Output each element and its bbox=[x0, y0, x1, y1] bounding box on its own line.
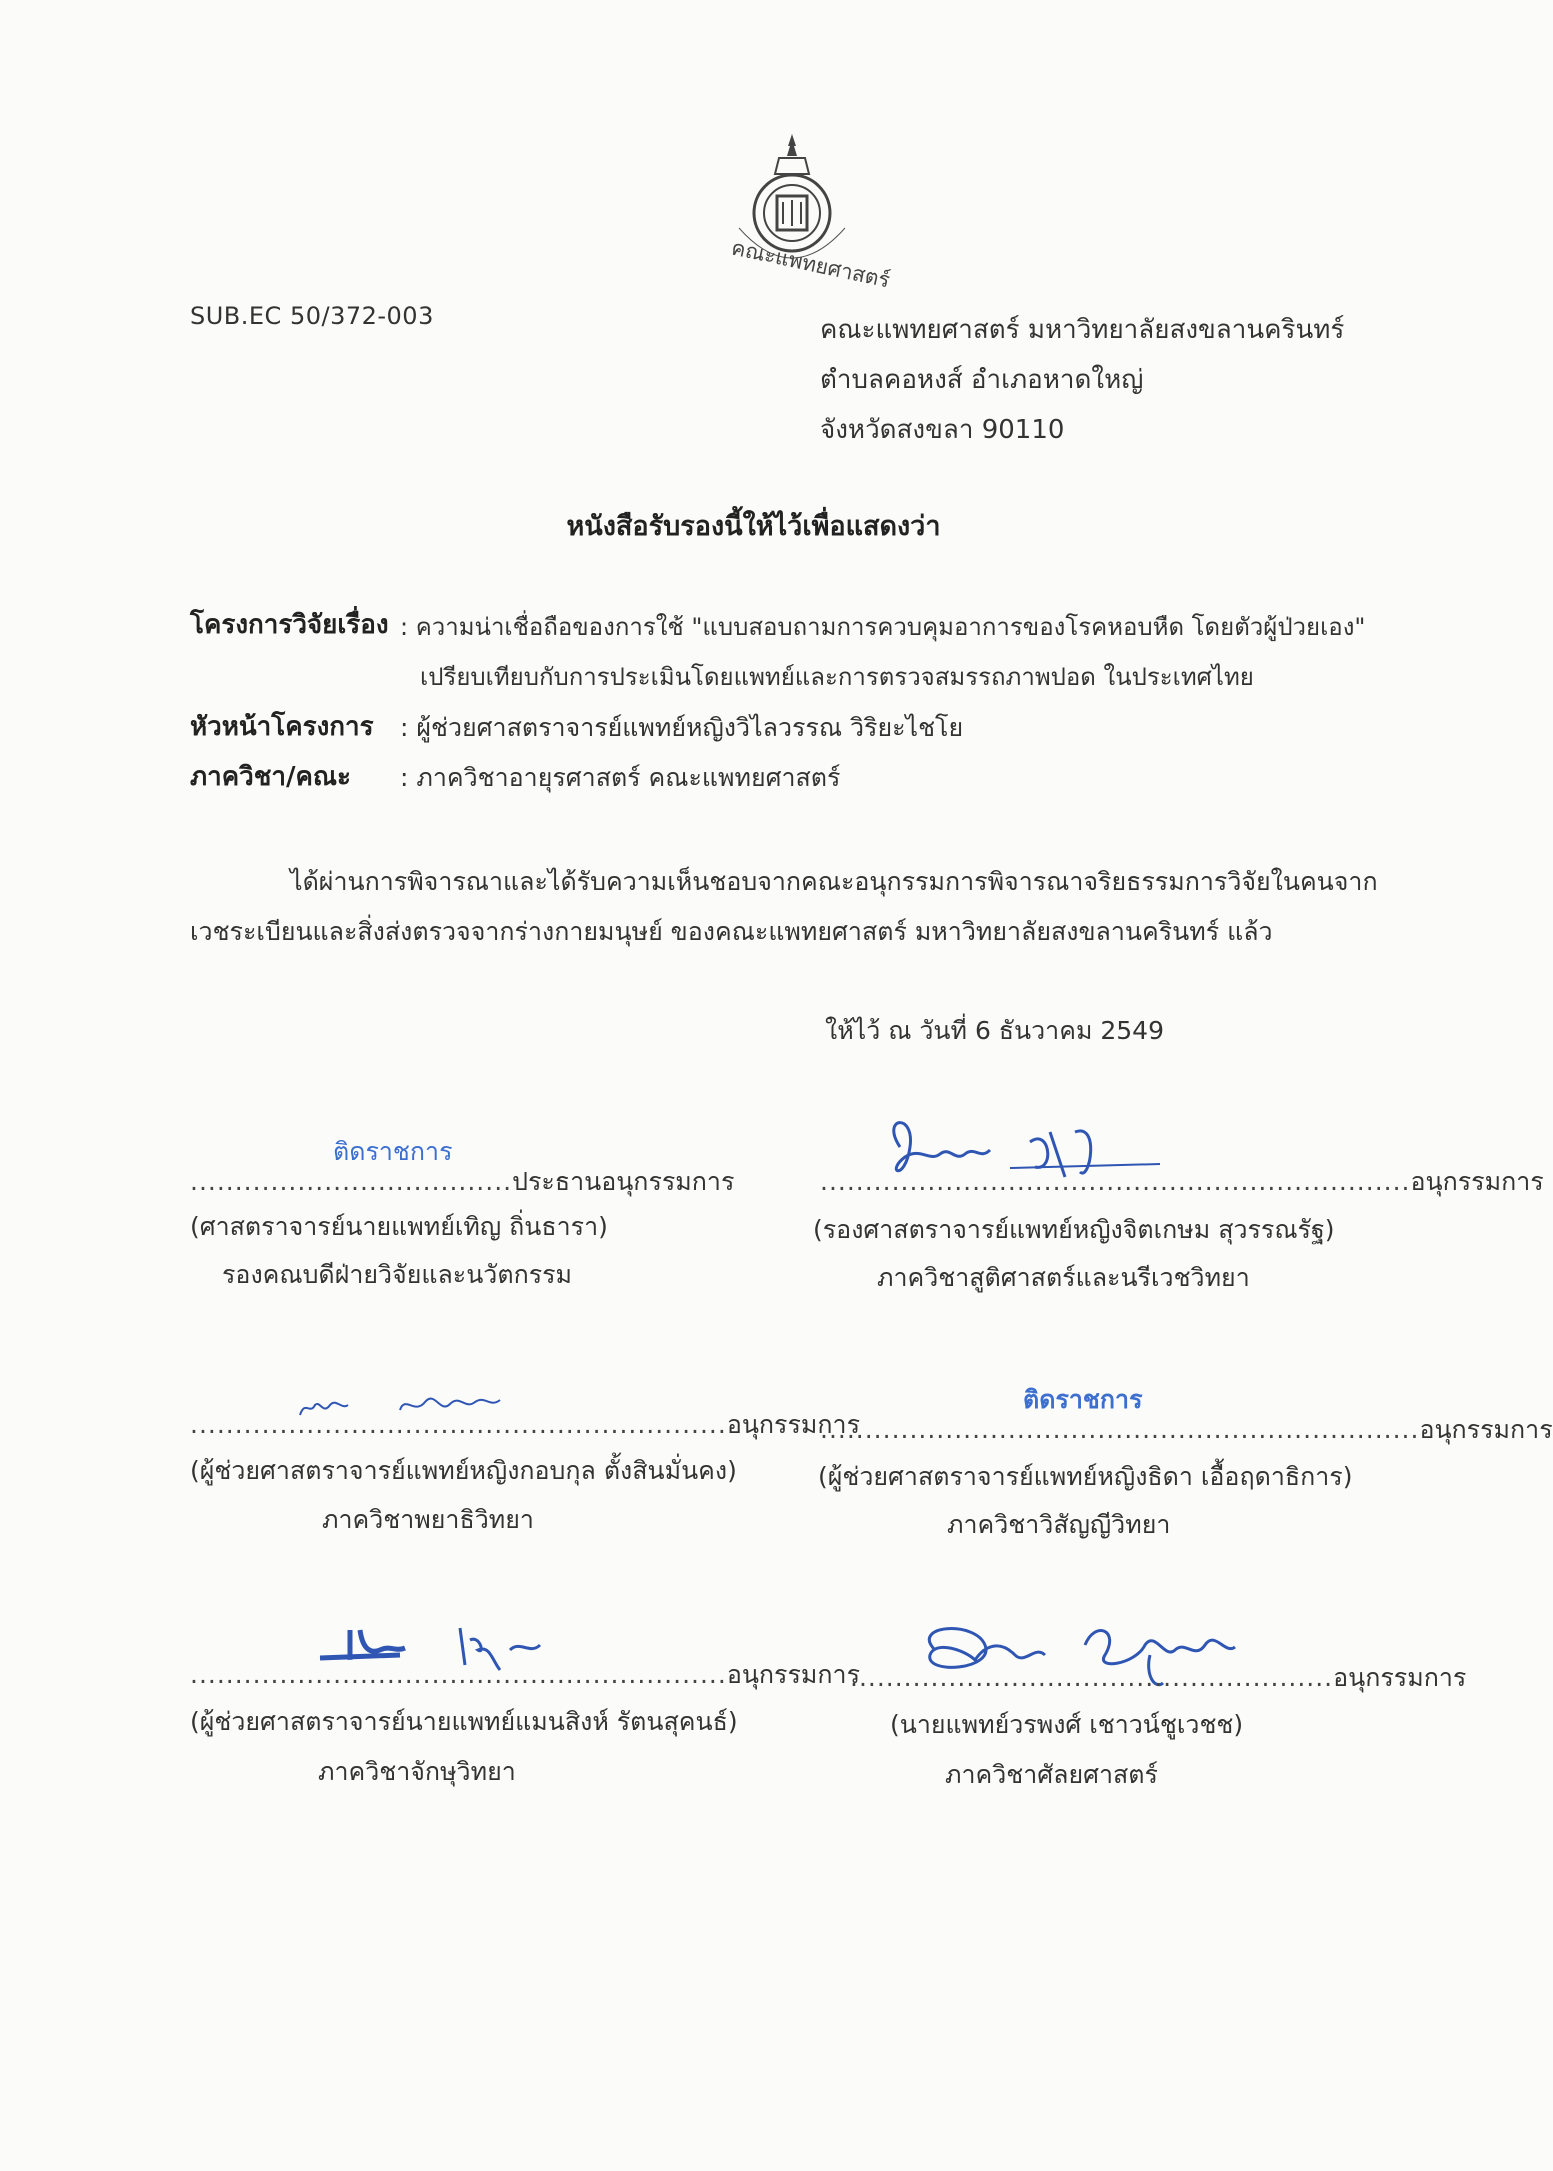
signatory-name: (ผู้ช่วยศาสตราจารย์แพทย์หญิงธิดา เอื้อฤดาธิการ) bbox=[818, 1462, 1353, 1491]
committee-role: อนุกรรมการ bbox=[1419, 1415, 1553, 1444]
committee-role: อนุกรรมการ bbox=[1410, 1167, 1544, 1196]
project-head-value: : ผู้ช่วยศาสตราจารย์แพทย์หญิงวิไลวรรณ วิริยะไชโย bbox=[400, 713, 964, 742]
approval-paragraph-line-2: เวชระเบียนและสิ่งส่งตรวจจากร่างกายมนุษย์ ของคณะแพทยศาสตร์ มหาวิทยาลัยสงขลานครินทร์ แล้ว bbox=[190, 917, 1273, 946]
address-line-2: ตำบลคอหงส์ อำเภอหาดใหญ่ bbox=[820, 365, 1144, 395]
department-label: ภาควิชา/คณะ bbox=[190, 762, 351, 792]
signatory-name: (ศาสตราจารย์นายแพทย์เทิญ ถิ่นธารา) bbox=[190, 1212, 608, 1241]
address-line-3: จังหวัดสงขลา 90110 bbox=[820, 415, 1065, 445]
signature-line: ..................................................................อนุกรรมการ bbox=[820, 1167, 1544, 1196]
signature-line: ............................................................อนุกรรมการ bbox=[190, 1660, 860, 1689]
committee-role: อนุกรรมการ bbox=[726, 1410, 860, 1439]
away-stamp: ติดราชการ bbox=[333, 1137, 453, 1166]
signatory-position: ภาควิชาศัลยศาสตร์ bbox=[945, 1760, 1158, 1789]
committee-role: ประธานอนุกรรมการ bbox=[512, 1167, 735, 1196]
address-line-1: คณะแพทยศาสตร์ มหาวิทยาลัยสงขลานครินทร์ bbox=[820, 315, 1345, 345]
project-title-label: โครงการวิจัยเรื่อง bbox=[190, 610, 389, 640]
committee-role: อนุกรรมการ bbox=[726, 1660, 860, 1689]
signature-line: ...................................................................อนุกรรมการ bbox=[820, 1415, 1553, 1444]
signatory-name: (ผู้ช่วยศาสตราจารย์นายแพทย์แมนสิงห์ รัตนสุคนธ์) bbox=[190, 1707, 738, 1736]
department-value: : ภาควิชาอายุรศาสตร์ คณะแพทยศาสตร์ bbox=[400, 763, 841, 792]
project-title-line-1: : ความน่าเชื่อถือของการใช้ "แบบสอบถามการควบคุมอาการของโรคหอบหืด โดยตัวผู้ป่วยเอง" bbox=[400, 613, 1366, 641]
signatory-position: ภาควิชาวิสัญญีวิทยา bbox=[947, 1510, 1171, 1539]
signature-line: ......................................................อนุกรรมการ bbox=[850, 1663, 1467, 1692]
signature-line: ............................................................อนุกรรมการ bbox=[190, 1410, 860, 1439]
issue-date: ให้ไว้ ณ วันที่ 6 ธันวาคม 2549 bbox=[825, 1016, 1164, 1045]
project-head-label: หัวหน้าโครงการ bbox=[190, 712, 374, 742]
signature-line: ....................................ประธานอนุกรรมการ bbox=[190, 1167, 735, 1196]
certificate-title: หนังสือรับรองนี้ให้ไว้เพื่อแสดงว่า bbox=[566, 511, 941, 542]
signatory-position: ภาควิชาสูติศาสตร์และนรีเวชวิทยา bbox=[877, 1263, 1250, 1292]
away-stamp: ติดราชการ bbox=[1023, 1385, 1143, 1414]
project-title-line-2: เปรียบเทียบกับการประเมินโดยแพทย์และการตรวจสมรรถภาพปอด ในประเทศไทย bbox=[420, 663, 1254, 691]
signatory-position: รองคณบดีฝ่ายวิจัยและนวัตกรรม bbox=[222, 1260, 573, 1289]
signatory-position: ภาควิชาจักษุวิทยา bbox=[318, 1757, 516, 1786]
approval-paragraph-line-1: ได้ผ่านการพิจารณาและได้รับความเห็นชอบจากคณะอนุกรรมการพิจารณาจริยธรรมการวิจัยในคนจาก bbox=[290, 867, 1378, 896]
signatory-name: (รองศาสตราจารย์แพทย์หญิงจิตเกษม สุวรรณรัฐ) bbox=[813, 1215, 1335, 1244]
committee-role: อนุกรรมการ bbox=[1333, 1663, 1467, 1692]
signatory-name: (นายแพทย์วรพงศ์ เชาวน์ชูเวชช) bbox=[890, 1710, 1244, 1739]
seal-caption: คณะแพทยศาสตร์ bbox=[729, 235, 893, 293]
signatory-position: ภาควิชาพยาธิวิทยา bbox=[322, 1505, 534, 1534]
signatory-name: (ผู้ช่วยศาสตราจารย์แพทย์หญิงกอบกุล ตั้งสินมั่นคง) bbox=[190, 1456, 737, 1485]
reference-number: SUB.EC 50/372-003 bbox=[190, 302, 434, 330]
